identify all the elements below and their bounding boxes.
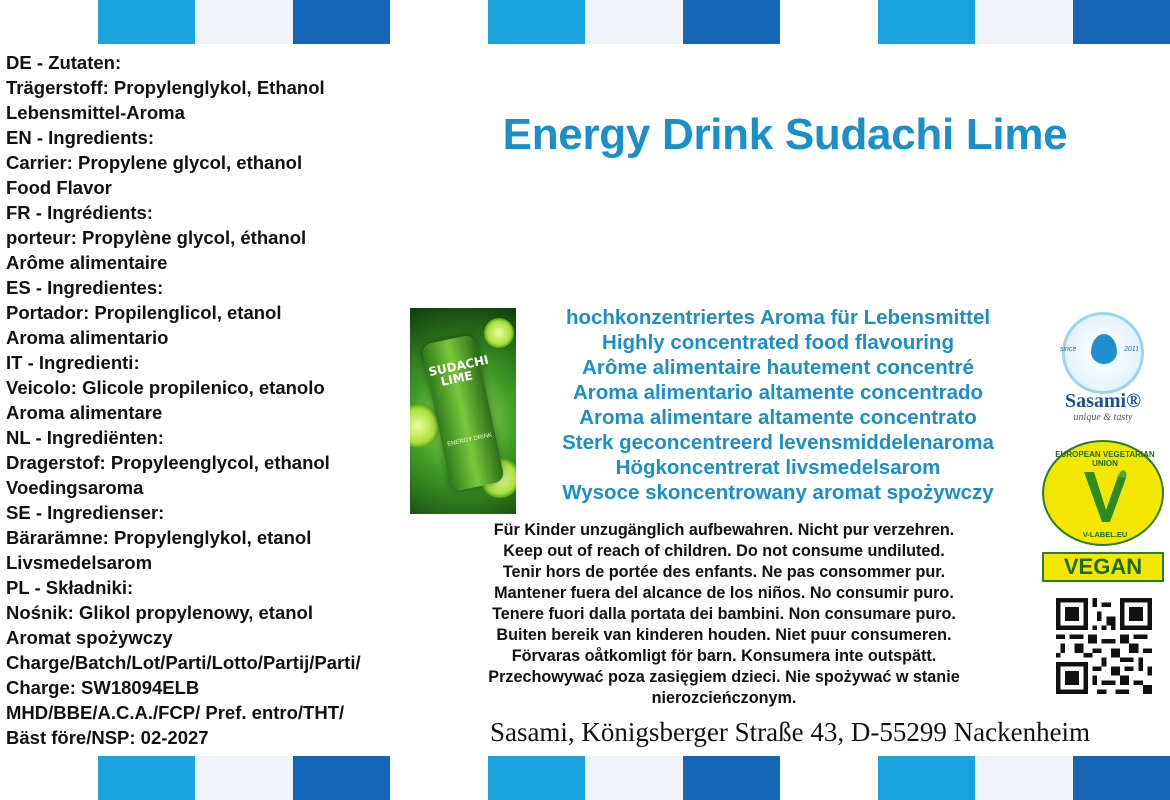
ingredient-line: FR - Ingrédients: [6, 202, 153, 223]
stripe-segment [0, 0, 98, 44]
best-before-label: MHD/BBE/A.C.A./FCP/ Pref. entro/THT/ [6, 702, 345, 723]
manufacturer-address: Sasami, Königsberger Straße 43, D-55299 Nackenheim [489, 717, 1091, 747]
sasami-logo [1040, 312, 1166, 430]
stripe-segment [98, 756, 196, 800]
flavour-line: Highly concentrated food flavouring [602, 331, 954, 354]
stripe-segment [1073, 0, 1170, 44]
ingredient-line: PL - Składniki: [6, 577, 134, 598]
batch-line: Charge/Batch/Lot/Parti/Lotto/Partij/Parti/ [6, 652, 361, 673]
ingredient-line: IT - Ingredienti: [6, 352, 140, 373]
vegan-text: VEGAN [1042, 552, 1164, 582]
best-before-date: Bäst före/NSP: 02-2027 [6, 727, 209, 748]
vlabel-badge [1042, 440, 1164, 546]
stripe-segment [488, 0, 586, 44]
stripe-segment [683, 0, 781, 44]
warning-line: Für Kinder unzugänglich aufbewahren. Nicht pur verzehren. [493, 521, 955, 539]
warning-line: Tenir hors de portée des enfants. Ne pas consommer pur. [502, 563, 946, 581]
ingredients-list [6, 50, 416, 750]
ingredient-line: EN - Ingredients: [6, 127, 155, 148]
safety-warnings [418, 520, 1030, 709]
stripe-segment [293, 0, 391, 44]
logo-year-text: 2011 [1124, 346, 1140, 353]
warning-line: Mantener fuera del alcance de los niños. No consumir puro. [494, 584, 954, 602]
ingredient-line: Lebensmittel-Aroma [6, 102, 185, 123]
ingredient-line: Livsmedelsarom [6, 552, 153, 573]
batch-number: Charge: SW18094ELB [6, 677, 200, 698]
vlabel-url-text: V-LABEL.EU [1082, 530, 1128, 539]
vegan-label [1042, 440, 1164, 584]
ingredient-line: Food Flavor [6, 177, 112, 198]
stripe-segment [975, 756, 1073, 800]
stripe-segment [683, 756, 781, 800]
ingredient-line: Aroma alimentare [6, 402, 163, 423]
flavour-line: Aroma alimentare altamente concentrato [579, 406, 977, 429]
stripe-segment [975, 0, 1073, 44]
logo-since-text: since [1060, 346, 1077, 353]
ingredient-line: Portador: Propilenglicol, etanol [6, 302, 282, 323]
stripe-segment [585, 756, 683, 800]
can-brand-text: SUDACHI LIME [427, 352, 490, 389]
flavour-line: Aroma alimentario altamente concentrado [572, 381, 984, 404]
brand-tagline: unique & tasty [1073, 412, 1133, 423]
warning-line: Förvaras oåtkomligt för barn. Konsumera inte outspätt. [511, 647, 937, 665]
brand-name: Sasami® [1064, 390, 1142, 412]
lime-slice [484, 318, 514, 348]
ingredient-line: porteur: Propylène glycol, éthanol [6, 227, 307, 248]
ingredient-line: Bärarämne: Propylenglykol, etanol [6, 527, 312, 548]
stripe-segment [195, 0, 293, 44]
stripe-segment [780, 756, 878, 800]
stripe-segment [293, 756, 391, 800]
stripe-segment [390, 0, 488, 44]
ingredient-line: DE - Zutaten: [6, 52, 122, 73]
flavour-line: Högkoncentrerat livsmedelsarom [615, 456, 941, 479]
ingredient-line: Veicolo: Glicole propilenico, etanolo [6, 377, 325, 398]
flavour-line: Wysoce skoncentrowany aromat spożywczy [562, 481, 994, 504]
vlabel-ring-text: EUROPEAN VEGETARIAN UNION [1055, 450, 1155, 468]
stripe-segment [195, 756, 293, 800]
bottom-decorative-stripe [0, 756, 1170, 800]
stripe-segment [585, 0, 683, 44]
warning-line: Buiten bereik van kinderen houden. Niet puur consumeren. [496, 626, 952, 644]
product-image [410, 308, 516, 514]
ingredient-line: Nośnik: Glikol propylenowy, etanol [6, 602, 314, 623]
ingredient-line: Aroma alimentario [6, 327, 169, 348]
stripe-segment [780, 0, 878, 44]
product-title: Energy Drink Sudachi Lime [502, 110, 1068, 159]
top-decorative-stripe [0, 0, 1170, 44]
warning-line: Keep out of reach of children. Do not consume undiluted. [503, 542, 945, 560]
ingredient-line: SE - Ingredienser: [6, 502, 165, 523]
ingredient-line: Dragerstof: Propyleenglycol, ethanol [6, 452, 330, 473]
ingredient-line: ES - Ingredientes: [6, 277, 164, 298]
stripe-segment [878, 0, 976, 44]
can-subtitle-text: ENERGY DRINK [446, 432, 493, 448]
flavour-line: hochkonzentriertes Aroma für Lebensmittel [565, 306, 991, 329]
ingredient-line: Trägerstoff: Propylenglykol, Ethanol [6, 77, 325, 98]
stripe-segment [98, 0, 196, 44]
stripe-segment [878, 756, 976, 800]
ingredient-line: NL - Ingrediënten: [6, 427, 164, 448]
ingredient-line: Carrier: Propylene glycol, ethanol [6, 152, 303, 173]
warning-line: Tenere fuori dalla portata dei bambini. Non consumare puro. [492, 605, 956, 623]
stripe-segment [390, 756, 488, 800]
water-drop-icon [1091, 334, 1117, 364]
warning-line: Przechowywać poza zasięgiem dzieci. Nie spożywać w stanie [488, 668, 960, 686]
warning-line: nierozcieńczonym. [651, 689, 797, 707]
v-leaf-icon [1082, 468, 1128, 526]
flavour-line: Sterk geconcentreerd levensmiddelenaroma [562, 431, 994, 454]
stripe-segment [488, 756, 586, 800]
ingredient-line: Voedingsaroma [6, 477, 144, 498]
ingredient-line: Arôme alimentaire [6, 252, 168, 273]
qr-code [1056, 598, 1152, 694]
stripe-segment [0, 756, 98, 800]
flavour-description [513, 305, 1043, 505]
flavour-line: Arôme alimentaire hautement concentré [582, 356, 974, 379]
stripe-segment [1073, 756, 1170, 800]
ingredient-line: Aromat spożywczy [6, 627, 173, 648]
